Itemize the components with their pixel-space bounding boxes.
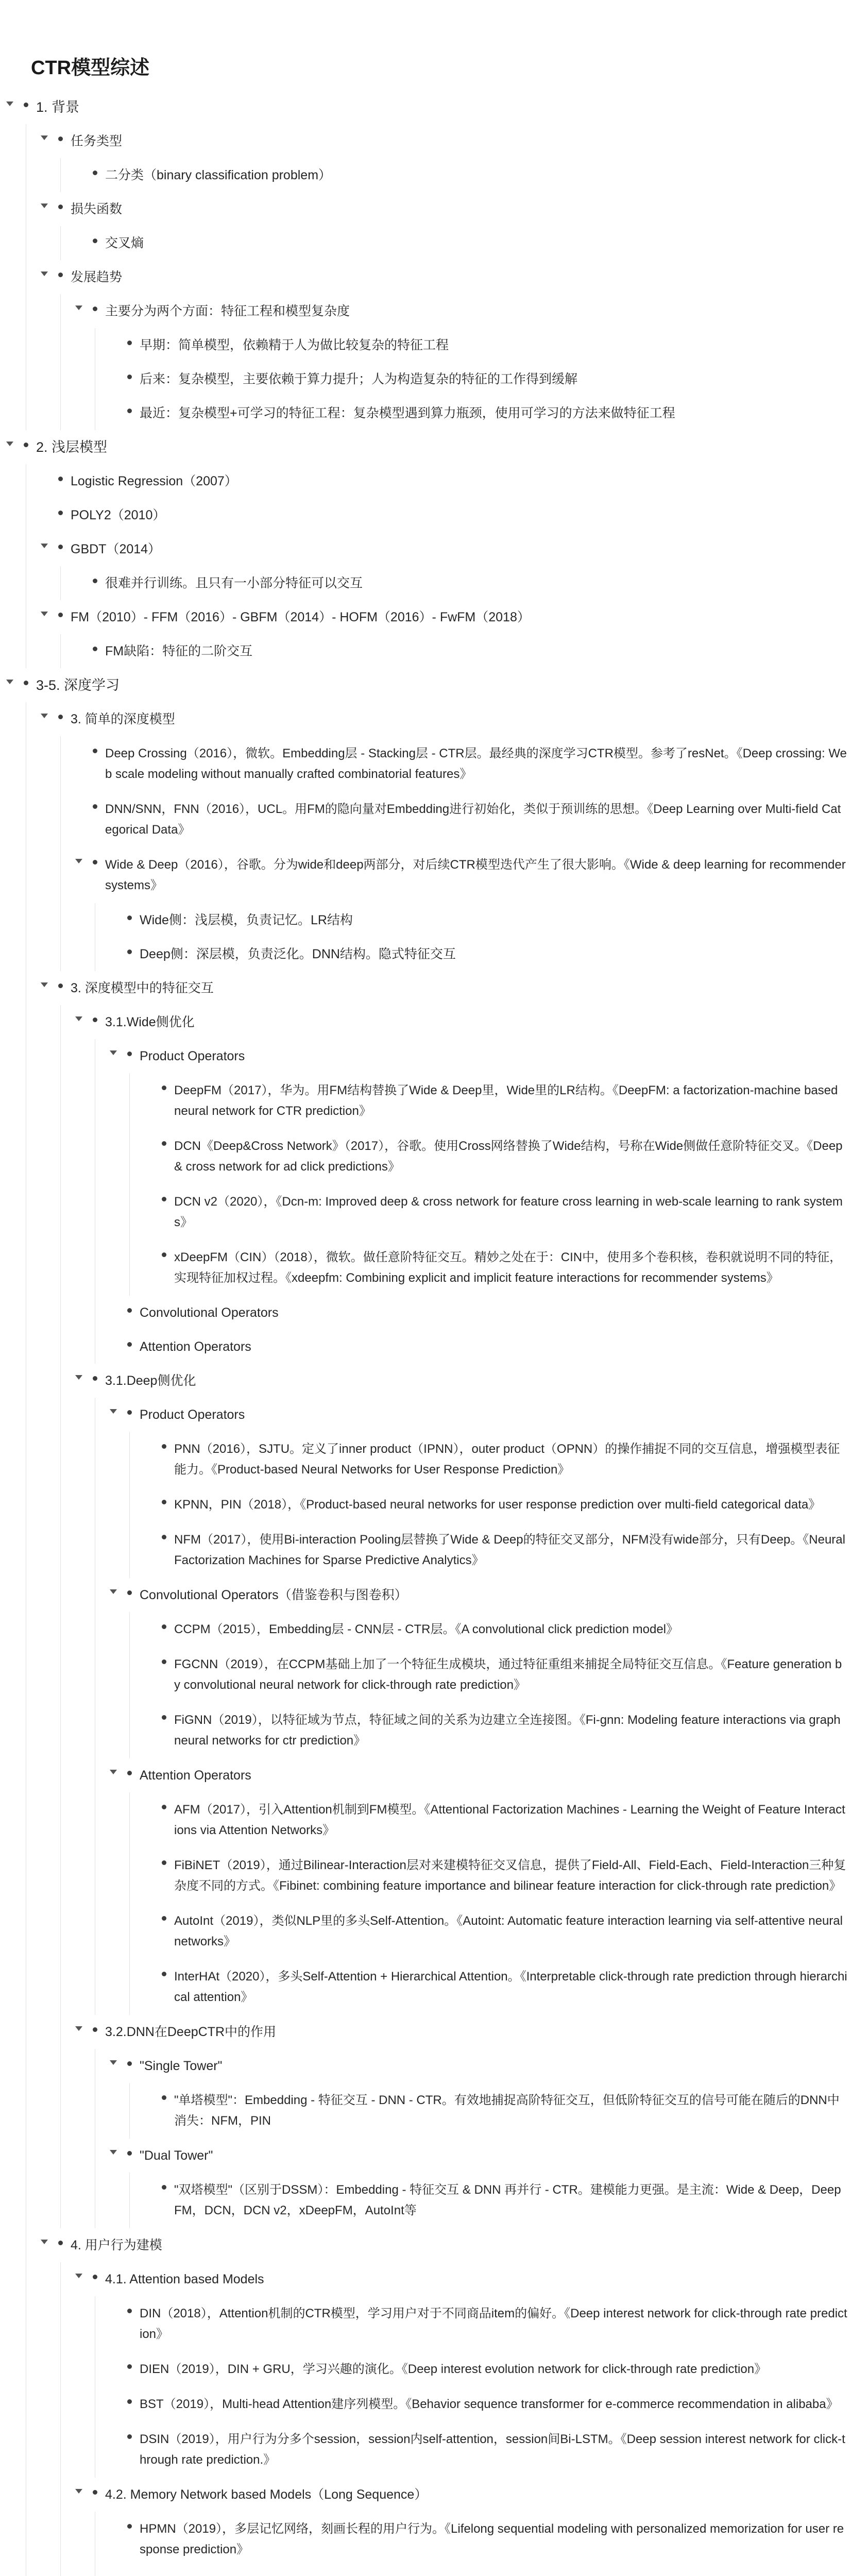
bullet-icon <box>21 677 31 688</box>
collapse-caret-icon[interactable] <box>110 1050 117 1055</box>
outline-label: 4.2. Memory Network based Models（Long Sequence） <box>105 2487 428 2502</box>
outline-node <box>159 1904 847 1959</box>
outline-row[interactable] <box>124 2139 847 2173</box>
outline-children <box>95 903 847 971</box>
bullet-icon <box>90 801 100 812</box>
outline-node <box>55 464 847 498</box>
outline-label: 3.2.DNN在DeepCTR中的作用 <box>105 2025 277 2039</box>
outline-node <box>124 2352 847 2387</box>
outline-node <box>90 294 847 430</box>
outline-row[interactable] <box>159 1522 847 1578</box>
outline-label: 3. 简单的深度模型 <box>71 712 175 726</box>
outline-row[interactable] <box>55 2228 847 2262</box>
outline-row[interactable] <box>124 1398 847 1432</box>
outline-label: 后来：复杂模型，主要依赖于算力提升；人为构造复杂的特征的工作得到缓解 <box>140 372 578 386</box>
bullet-icon <box>124 2520 134 2532</box>
outline-label: 3.1.Deep侧优化 <box>105 1374 196 1388</box>
outline-node <box>90 2478 847 2576</box>
outline-row[interactable] <box>124 396 847 430</box>
outline-children <box>95 1398 847 2015</box>
bullet-icon <box>90 235 100 246</box>
outline-label: 任务类型 <box>71 134 123 148</box>
outline-label: Wide & Deep（2016），谷歌。分为wide和deep两部分，对后续CTR模型迭代产生了很大影响。《Wide & deep learning for recommender systems》 <box>105 858 846 892</box>
outline-label: "双塔模型"（区别于DSSM）：Embedding - 特征交互 & DNN 再并行 - CTR。建模能力更强。是主流：Wide & Deep，DeepFM，DCN，DCN v2，xDeepFM，AutoInt等 <box>174 2183 841 2217</box>
outline-children <box>95 2296 847 2478</box>
outline-node <box>124 1330 847 1364</box>
outline-label: "Dual Tower" <box>140 2148 213 2163</box>
bullet-icon <box>159 1249 169 1260</box>
bullet-icon <box>159 2181 169 2193</box>
outline-row[interactable] <box>124 2567 847 2576</box>
outline-label: 1. 背景 <box>36 99 80 115</box>
outline-label: FM（2010）- FFM（2016）- GBFM（2014）- HOFM（2016）- FwFM（2018） <box>71 610 530 624</box>
outline-label: NFM（2017），使用Bi-interaction Pooling层替换了Wide & Deep的特征交叉部分，NFM没有wide部分，只有Deep。《Neural Factorization Machines for Sparse Predictive Analytics》 <box>174 1533 845 1567</box>
bullet-icon <box>124 2058 134 2069</box>
outline-row[interactable] <box>124 362 847 396</box>
outline-node <box>124 328 847 362</box>
collapse-caret-icon[interactable] <box>110 1589 117 1594</box>
outline-children <box>129 2173 847 2228</box>
collapse-caret-icon[interactable] <box>75 1375 82 1380</box>
outline-node <box>159 1129 847 1184</box>
bullet-icon <box>21 439 31 450</box>
collapse-caret-icon[interactable] <box>41 204 48 208</box>
outline-children <box>129 1073 847 1296</box>
outline-label: DIEN（2019），DIN + GRU，学习兴趣的演化。《Deep interest evolution network for click-through rate prediction》 <box>140 2362 767 2376</box>
bullet-icon <box>55 711 65 722</box>
outline-label: DNN/SNN，FNN（2016），UCL。用FM的隐向量对Embedding进行初始化，类似于预训练的思想。《Deep Learning over Multi-field Categorical Data》 <box>105 802 841 837</box>
outline-node <box>90 1005 847 1364</box>
outline-node <box>159 1522 847 1578</box>
collapse-caret-icon[interactable] <box>110 1409 117 1414</box>
bullet-icon <box>159 1440 169 1452</box>
bullet-icon <box>159 1138 169 1149</box>
outline-row[interactable] <box>90 2262 847 2296</box>
collapse-caret-icon[interactable] <box>110 2150 117 2155</box>
collapse-caret-icon[interactable] <box>6 101 13 106</box>
outline-label: POLY2（2010） <box>71 508 166 522</box>
outline-node <box>21 90 847 430</box>
outline-node <box>159 1792 847 1848</box>
bullet-icon <box>124 946 134 957</box>
outline-node <box>90 848 847 971</box>
outline-children <box>60 2262 847 2576</box>
outline-row[interactable] <box>159 1432 847 1487</box>
outline-node <box>124 2296 847 2352</box>
outline-label: FM缺陷：特征的二阶交互 <box>105 644 253 658</box>
bullet-icon <box>159 1531 169 1543</box>
outline-node <box>124 1758 847 2015</box>
outline-node <box>124 903 847 937</box>
outline-children <box>60 226 847 260</box>
outline-row[interactable] <box>90 634 847 668</box>
outline-children <box>60 158 847 192</box>
outline-label: 交叉熵 <box>105 236 144 250</box>
collapse-caret-icon[interactable] <box>41 714 48 718</box>
outline-row[interactable] <box>159 1848 847 1904</box>
outline-node <box>90 792 847 848</box>
outline-label: DCN v2（2020），《Dcn-m: Improved deep & cross network for feature cross learning in web-scale learning to rank systems》 <box>174 1195 843 1229</box>
bullet-icon <box>124 2431 134 2442</box>
outline-children <box>26 464 847 668</box>
outline-label: PNN（2016），SJTU。定义了inner product（IPNN），outer product（OPNN）的操作捕捉不同的交互信息，增强模型表征能力。《Product-based Neural Networks for User Response Prediction》 <box>174 1442 840 1477</box>
outline-node <box>124 2512 847 2567</box>
outline-label: FGCNN（2019），在CCPM基础上加了一个特征生成模块，通过特征重组来捕捉全局特征交互信息。《Feature generation by convolutional neural network for click-through rate prediction》 <box>174 1657 842 1692</box>
outline-label: GBDT（2014） <box>71 542 161 556</box>
outline-label: InterHAt（2020），多头Self-Attention + Hierarchical Attention。《Interpretable click-through rate prediction through hierarchical attention》 <box>174 1970 847 2004</box>
bullet-icon <box>124 912 134 923</box>
outline-node <box>159 2173 847 2228</box>
outline-label: 3. 深度模型中的特征交互 <box>71 981 214 995</box>
outline-node <box>124 362 847 396</box>
outline-node <box>159 1647 847 1703</box>
outline-node <box>55 702 847 971</box>
outline-row[interactable] <box>159 1647 847 1703</box>
outline-label: 4. 用户行为建模 <box>71 2238 162 2252</box>
outline-row[interactable] <box>90 158 847 192</box>
bullet-icon <box>124 1338 134 1350</box>
outline-label: Wide侧：浅层模，负责记忆。LR结构 <box>140 913 353 927</box>
bullet-icon <box>55 473 65 484</box>
bullet-icon <box>21 99 31 110</box>
bullet-icon <box>159 1193 169 1205</box>
outline-label: 发展趋势 <box>71 270 123 284</box>
outline-row[interactable] <box>124 2049 847 2083</box>
collapse-caret-icon[interactable] <box>41 544 48 548</box>
bullet-icon <box>159 1801 169 1812</box>
outline-label: KPNN，PIN（2018），《Product-based neural networks for user response prediction over multi-field categorical data》 <box>174 1498 821 1512</box>
outline-row[interactable] <box>90 2015 847 2049</box>
outline-row[interactable] <box>55 260 847 294</box>
outline-node <box>90 2015 847 2228</box>
outline-label: DIN（2018），Attention机制的CTR模型，学习用户对于不同商品item的偏好。《Deep interest network for click-through rate prediction》 <box>140 2307 847 2341</box>
outline-row[interactable] <box>21 90 847 124</box>
bullet-icon <box>55 507 65 518</box>
outline-row[interactable] <box>124 1578 847 1612</box>
outline-row[interactable] <box>21 430 847 464</box>
outline-label: Product Operators <box>140 1049 245 1063</box>
bullet-icon <box>55 269 65 280</box>
bullet-icon <box>124 1304 134 1316</box>
outline-row[interactable] <box>159 2173 847 2228</box>
outline-node <box>159 1073 847 1129</box>
outline-label: Logistic Regression（2007） <box>71 474 237 488</box>
outline-label: 3.1.Wide侧优化 <box>105 1015 195 1029</box>
outline-label: FiBiNET（2019），通过Bilinear-Interaction层对来建模特征交叉信息，提供了Field-All、Field-Each、Field-Interaction三种复杂度不同的方式。《Fibinet: combining feature importance and bilinear feature interaction for click-through rate prediction》 <box>174 1858 846 1893</box>
outline-label: 2. 浅层模型 <box>36 439 108 455</box>
collapse-caret-icon[interactable] <box>110 1770 117 1774</box>
outline-row[interactable] <box>159 1959 847 2015</box>
outline-node <box>159 1487 847 1522</box>
bullet-icon <box>124 1048 134 1059</box>
outline-node <box>159 1184 847 1240</box>
outline-row[interactable] <box>90 848 847 903</box>
bullet-icon <box>90 2486 100 2498</box>
outline-node <box>124 1039 847 1296</box>
outline-label: "Single Tower" <box>140 2059 223 2073</box>
outline-node <box>55 532 847 600</box>
collapse-caret-icon[interactable] <box>41 982 48 987</box>
outline-node <box>55 2228 847 2576</box>
collapse-caret-icon[interactable] <box>75 2274 82 2278</box>
bullet-icon <box>55 541 65 552</box>
outline-label: AFM（2017），引入Attention机制到FM模型。《Attentional Factorization Machines - Learning the Weight of Feature Interactions via Attention Networks》 <box>174 1803 845 1837</box>
outline-row[interactable] <box>55 702 847 736</box>
collapse-caret-icon[interactable] <box>6 442 13 446</box>
outline-row[interactable] <box>159 1184 847 1240</box>
outline-row[interactable] <box>124 1296 847 1330</box>
outline-label: "单塔模型"：Embedding - 特征交互 - DNN - CTR。有效地捕捉高阶特征交互，但低阶特征交互的信号可能在随后的DNN中消失：NFM，PIN <box>174 2093 840 2128</box>
outline-row[interactable] <box>55 498 847 532</box>
outline-label: FiGNN（2019），以特征域为节点，特征域之间的关系为边建立全连接图。《Fi-gnn: Modeling feature interactions via graph neural networks for ctr prediction》 <box>174 1713 841 1748</box>
outline-node <box>55 124 847 192</box>
outline-label: Attention Operators <box>140 1340 251 1354</box>
bullet-icon <box>124 1767 134 1778</box>
outline-node <box>159 1703 847 1758</box>
outline-node <box>124 2139 847 2228</box>
outline-node <box>124 937 847 971</box>
bullet-icon <box>90 167 100 178</box>
outline-node <box>124 2422 847 2478</box>
outline-node <box>55 498 847 532</box>
bullet-icon <box>124 337 134 348</box>
outline-node <box>159 1959 847 2015</box>
bullet-icon <box>55 2237 65 2248</box>
outline-label: 很难并行训练。且只有一小部分特征可以交互 <box>105 576 363 590</box>
collapse-caret-icon[interactable] <box>110 2060 117 2065</box>
outline-row[interactable] <box>21 668 847 702</box>
outline-node <box>55 600 847 668</box>
outline-row[interactable] <box>55 192 847 226</box>
collapse-caret-icon[interactable] <box>41 272 48 276</box>
outline-label: 最近：复杂模型+可学习的特征工程：复杂模型遇到算力瓶颈，使用可学习的方法来做特征工程 <box>140 406 675 420</box>
outline-children <box>60 736 847 971</box>
outline-label: DeepFM（2017），华为。用FM结构替换了Wide & Deep里，Wide里的LR结构。《DeepFM: a factorization-machine based neural network for CTR prediction》 <box>174 1083 838 1118</box>
outline-row[interactable] <box>159 1792 847 1848</box>
outline-node <box>159 1432 847 1487</box>
outline-children <box>129 1792 847 2015</box>
bullet-icon <box>159 2092 169 2103</box>
outline-label: xDeepFM（CIN）（2018），微软。做任意阶特征交互。精妙之处在于：CIN中，使用多个卷积核，卷积就说明不同的特征，实现特征加权过程。《xdeepfm: Combining explicit and implicit feature interactions for recommender systems》 <box>174 1250 842 1285</box>
outline-row[interactable] <box>124 1758 847 1792</box>
bullet-icon <box>55 201 65 212</box>
outline-row[interactable] <box>90 566 847 600</box>
outline-row[interactable] <box>90 736 847 792</box>
outline-node <box>21 430 847 668</box>
bullet-icon <box>124 1587 134 1598</box>
bullet-icon <box>90 1014 100 1025</box>
bullet-icon <box>55 133 65 144</box>
bullet-icon <box>124 2396 134 2407</box>
outline-label: CCPM（2015），Embedding层 - CNN层 - CTR层。《A convolutional click prediction model》 <box>174 1622 678 1636</box>
outline-row[interactable] <box>159 1129 847 1184</box>
outline-label: AutoInt（2019），类似NLP里的多头Self-Attention。《Autoint: Automatic feature interaction learning via self-attentive neural networks》 <box>174 1914 843 1948</box>
outline-node <box>124 1578 847 1758</box>
outline-row[interactable] <box>55 124 847 158</box>
bullet-icon <box>124 2361 134 2372</box>
collapse-caret-icon[interactable] <box>75 2489 82 2494</box>
collapse-caret-icon[interactable] <box>75 2026 82 2031</box>
outline-label: Deep侧：深层模，负责泛化。DNN结构。隐式特征交互 <box>140 947 456 961</box>
outline-label: HPMN（2019），多层记忆网络，刻画长程的用户行为。《Lifelong sequential modeling with personalized memorization for user response prediction》 <box>140 2522 844 2556</box>
outline-row[interactable] <box>159 2083 847 2139</box>
outline-label: BST（2019），Multi-head Attention建序列模型。《Behavior sequence transformer for e-commerce recommendation in alibaba》 <box>140 2397 839 2411</box>
outline-row[interactable] <box>159 1487 847 1522</box>
outline-node <box>21 668 847 2576</box>
bullet-icon <box>159 1656 169 1667</box>
bullet-icon <box>90 2024 100 2035</box>
outline-node <box>159 1240 847 1296</box>
outline-label: 4.1. Attention based Models <box>105 2272 264 2286</box>
outline-row[interactable] <box>90 2478 847 2512</box>
outline-row[interactable] <box>159 1612 847 1647</box>
outline-row[interactable] <box>90 1364 847 1398</box>
outline-children <box>26 124 847 430</box>
outline-row[interactable] <box>55 600 847 634</box>
outline-row[interactable] <box>159 1073 847 1129</box>
outline-children <box>26 702 847 2576</box>
outline-node <box>90 226 847 260</box>
outline-node <box>90 634 847 668</box>
outline-row[interactable] <box>159 1240 847 1296</box>
outline-label: Convolutional Operators（借鉴卷积与图卷积） <box>140 1588 407 1602</box>
outline-children <box>129 1612 847 1758</box>
outline-row[interactable] <box>124 2352 847 2387</box>
bullet-icon <box>90 575 100 586</box>
outline-row[interactable] <box>90 294 847 328</box>
collapse-caret-icon[interactable] <box>41 2240 48 2244</box>
outline-node <box>159 1612 847 1647</box>
bullet-icon <box>124 371 134 382</box>
outline-children <box>60 566 847 600</box>
outline-row[interactable] <box>159 1904 847 1959</box>
outline-node <box>90 736 847 792</box>
outline-label: 二分类（binary classification problem） <box>105 168 332 182</box>
outline-label: 早期：简单模型，依赖精于人为做比较复杂的特征工程 <box>140 338 449 352</box>
outline-node <box>90 158 847 192</box>
outline-children <box>95 2512 847 2576</box>
outline-row[interactable] <box>90 1005 847 1039</box>
outline-row[interactable] <box>124 1039 847 1073</box>
bullet-icon <box>124 405 134 416</box>
bullet-icon <box>124 2305 134 2316</box>
outline-row[interactable] <box>159 1703 847 1758</box>
outline-row[interactable] <box>124 903 847 937</box>
outline-children <box>60 634 847 668</box>
outline-label: DSIN（2019），用户行为分多个session，session内self-attention，session间Bi-LSTM。《Deep session interest network for click-through rate prediction.》 <box>140 2432 845 2467</box>
outline-row[interactable] <box>124 2387 847 2422</box>
outline-label: Deep Crossing（2016），微软。Embedding层 - Stacking层 - CTR层。最经典的深度学习CTR模型。参考了resNet。《Deep crossing: Web scale modeling without manually crafted combinatorial features》 <box>105 747 847 781</box>
bullet-icon <box>90 856 100 868</box>
collapse-caret-icon[interactable] <box>75 1016 82 1021</box>
bullet-icon <box>55 609 65 620</box>
bullet-icon <box>90 1372 100 1384</box>
outline-node <box>159 2083 847 2139</box>
outline-node <box>90 2262 847 2478</box>
outline-tree <box>21 90 847 2576</box>
outline-row[interactable] <box>124 2296 847 2352</box>
outline-children <box>129 1432 847 1578</box>
bullet-icon <box>159 1857 169 1868</box>
outline-label: Convolutional Operators <box>140 1306 279 1320</box>
outline-row[interactable] <box>124 328 847 362</box>
outline-label: Product Operators <box>140 1408 245 1422</box>
bullet-icon <box>159 1621 169 1632</box>
bullet-icon <box>124 1406 134 1418</box>
outline-row[interactable] <box>55 532 847 566</box>
outline-node <box>124 1296 847 1330</box>
bullet-icon <box>90 303 100 314</box>
bullet-icon <box>159 1082 169 1093</box>
outline-row[interactable] <box>124 1330 847 1364</box>
bullet-icon <box>159 1968 169 1979</box>
outline-node <box>55 260 847 430</box>
outline-node <box>124 2387 847 2422</box>
outline-node <box>90 566 847 600</box>
bullet-icon <box>159 1496 169 1507</box>
outline-row[interactable] <box>55 971 847 1005</box>
collapse-caret-icon[interactable] <box>41 135 48 140</box>
outline-label: 3-5. 深度学习 <box>36 677 120 693</box>
outline-node <box>159 1848 847 1904</box>
outline-node <box>124 396 847 430</box>
outline-node <box>55 971 847 2228</box>
outline-row[interactable] <box>55 464 847 498</box>
collapse-caret-icon[interactable] <box>41 612 48 616</box>
outline-node <box>55 192 847 260</box>
outline-children <box>95 328 847 430</box>
outline-children <box>95 2049 847 2228</box>
bullet-icon <box>90 745 100 756</box>
bullet-icon <box>90 2271 100 2282</box>
bullet-icon <box>90 643 100 654</box>
document-title: CTR模型综述 <box>31 57 150 79</box>
outline-row[interactable] <box>124 2512 847 2567</box>
outline-node <box>124 2567 847 2576</box>
outline-node <box>124 1398 847 1578</box>
outline-row[interactable] <box>90 226 847 260</box>
collapse-caret-icon[interactable] <box>75 306 82 310</box>
bullet-icon <box>159 1711 169 1723</box>
outline-node <box>90 1364 847 2015</box>
bullet-icon <box>159 1912 169 1924</box>
bullet-icon <box>124 2147 134 2159</box>
outline-row[interactable] <box>124 2422 847 2478</box>
outline-node <box>124 2049 847 2139</box>
outline-label: 主要分为两个方面：特征工程和模型复杂度 <box>105 304 350 318</box>
outline-row[interactable] <box>90 792 847 848</box>
outline-children <box>129 2083 847 2139</box>
outline-label: Attention Operators <box>140 1768 251 1783</box>
outline-row[interactable] <box>124 937 847 971</box>
outline-children <box>95 1039 847 1364</box>
outline-label: DCN《Deep&Cross Network》（2017），谷歌。使用Cross网络替换了Wide结构，号称在Wide侧做任意阶特征交叉。《Deep & cross network for ad click predictions》 <box>174 1139 843 1174</box>
collapse-caret-icon[interactable] <box>75 859 82 863</box>
outline-children <box>60 294 847 430</box>
collapse-caret-icon[interactable] <box>6 680 13 684</box>
outline-label: 损失函数 <box>71 202 123 216</box>
outline-children <box>60 1005 847 2228</box>
bullet-icon <box>55 980 65 991</box>
